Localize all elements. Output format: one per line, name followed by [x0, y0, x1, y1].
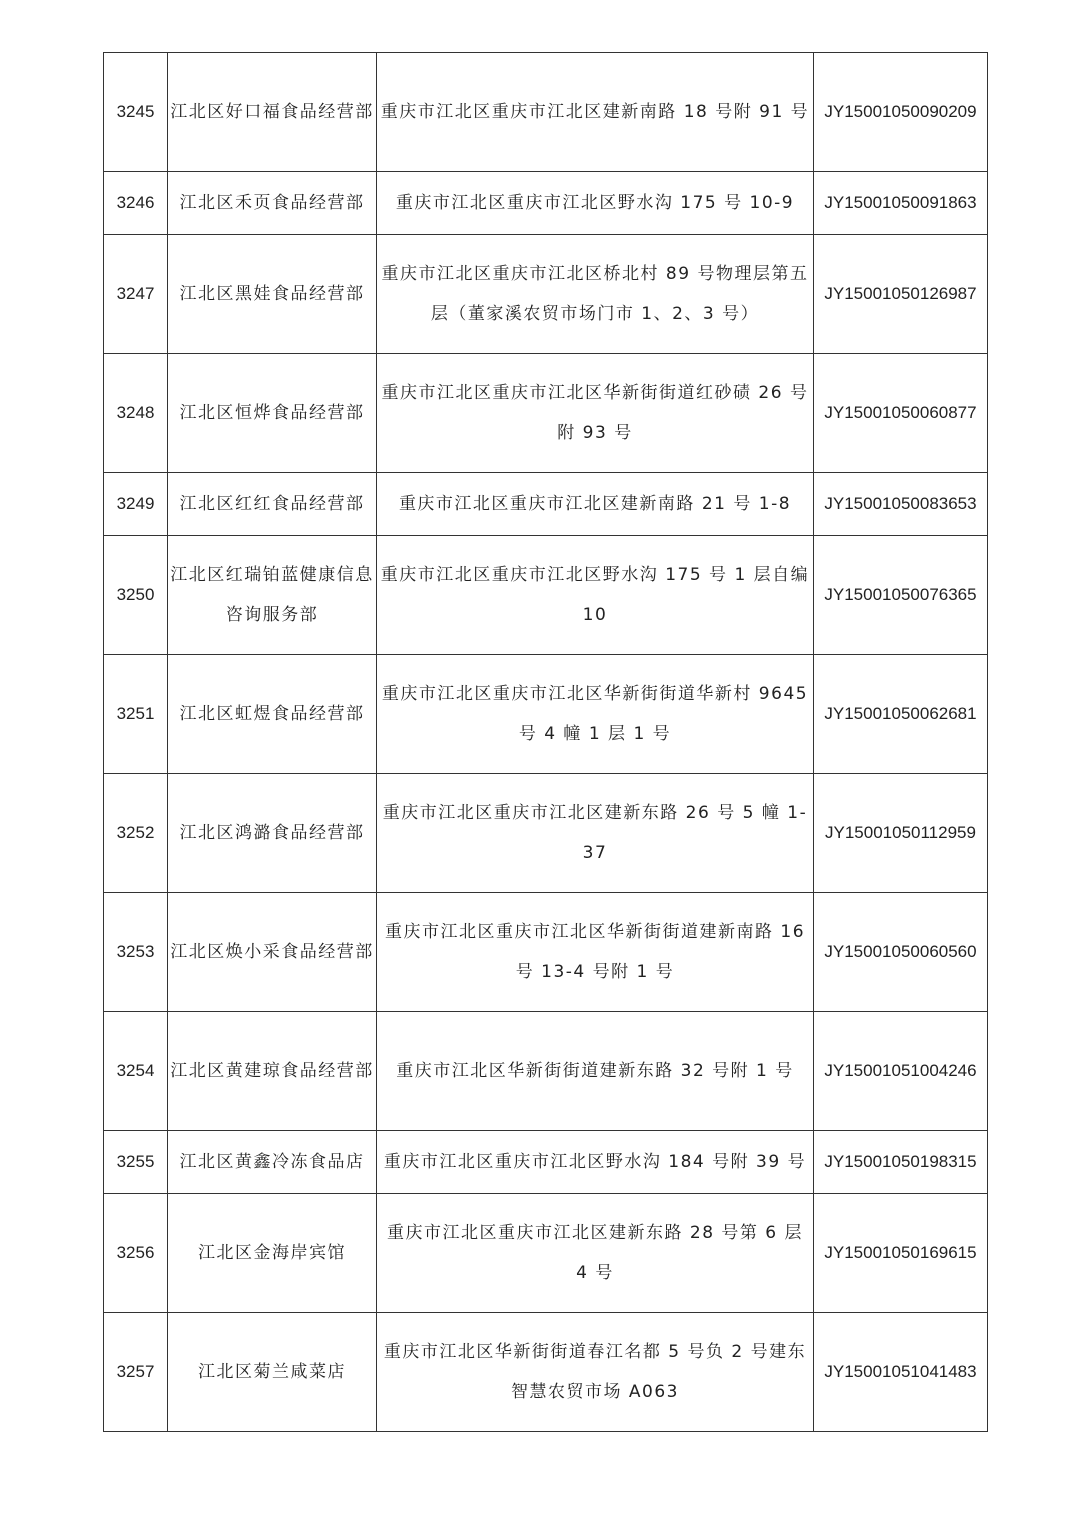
business-address: 重庆市江北区重庆市江北区野水沟 175 号 1 层自编 10 — [377, 536, 814, 655]
business-name: 江北区金海岸宾馆 — [168, 1194, 377, 1313]
table-row — [104, 655, 988, 774]
license-number: JY15001050060560 — [814, 893, 988, 1012]
row-number: 3257 — [104, 1313, 168, 1432]
business-name: 江北区禾页食品经营部 — [168, 172, 377, 235]
table-row — [104, 172, 988, 235]
license-number: JY15001050076365 — [814, 536, 988, 655]
table-row — [104, 354, 988, 473]
business-address: 重庆市江北区华新街街道建新东路 32 号附 1 号 — [377, 1012, 814, 1131]
row-number: 3254 — [104, 1012, 168, 1131]
business-address: 重庆市江北区重庆市江北区建新东路 26 号 5 幢 1-37 — [377, 774, 814, 893]
business-address: 重庆市江北区重庆市江北区桥北村 89 号物理层第五层（董家溪农贸市场门市 1、2、3 号） — [377, 235, 814, 354]
row-number: 3250 — [104, 536, 168, 655]
business-address: 重庆市江北区重庆市江北区华新街街道华新村 9645 号 4 幢 1 层 1 号 — [377, 655, 814, 774]
business-address: 重庆市江北区重庆市江北区华新街街道红砂碛 26 号附 93 号 — [377, 354, 814, 473]
license-number: JY15001051004246 — [814, 1012, 988, 1131]
table-row — [104, 1313, 988, 1432]
license-table — [103, 52, 988, 1432]
business-address: 重庆市江北区重庆市江北区建新南路 21 号 1-8 — [377, 473, 814, 536]
row-number: 3245 — [104, 53, 168, 172]
business-address: 重庆市江北区重庆市江北区野水沟 175 号 10-9 — [377, 172, 814, 235]
document-page — [103, 52, 987, 1432]
row-number: 3247 — [104, 235, 168, 354]
table-row — [104, 53, 988, 172]
business-name: 江北区虹煜食品经营部 — [168, 655, 377, 774]
row-number: 3252 — [104, 774, 168, 893]
license-number: JY15001050060877 — [814, 354, 988, 473]
table-row — [104, 1012, 988, 1131]
row-number: 3251 — [104, 655, 168, 774]
table-row — [104, 473, 988, 536]
business-name: 江北区黄鑫冷冻食品店 — [168, 1131, 377, 1194]
table-row — [104, 1194, 988, 1313]
license-number: JY15001050126987 — [814, 235, 988, 354]
row-number: 3248 — [104, 354, 168, 473]
license-number: JY15001050112959 — [814, 774, 988, 893]
business-address: 重庆市江北区重庆市江北区建新南路 18 号附 91 号 — [377, 53, 814, 172]
row-number: 3256 — [104, 1194, 168, 1313]
business-name: 江北区红瑞铂蓝健康信息咨询服务部 — [168, 536, 377, 655]
business-address: 重庆市江北区重庆市江北区野水沟 184 号附 39 号 — [377, 1131, 814, 1194]
business-name: 江北区黑娃食品经营部 — [168, 235, 377, 354]
row-number: 3246 — [104, 172, 168, 235]
business-address: 重庆市江北区重庆市江北区华新街街道建新南路 16 号 13-4 号附 1 号 — [377, 893, 814, 1012]
table-row — [104, 893, 988, 1012]
license-number: JY15001050083653 — [814, 473, 988, 536]
table-row — [104, 1131, 988, 1194]
row-number: 3249 — [104, 473, 168, 536]
table-row — [104, 536, 988, 655]
license-number: JY15001050090209 — [814, 53, 988, 172]
business-name: 江北区鸿潞食品经营部 — [168, 774, 377, 893]
business-name: 江北区好口福食品经营部 — [168, 53, 377, 172]
business-address: 重庆市江北区重庆市江北区建新东路 28 号第 6 层 4 号 — [377, 1194, 814, 1313]
table-row — [104, 235, 988, 354]
business-address: 重庆市江北区华新街街道春江名都 5 号负 2 号建东智慧农贸市场 A063 — [377, 1313, 814, 1432]
license-number: JY15001051041483 — [814, 1313, 988, 1432]
business-name: 江北区焕小采食品经营部 — [168, 893, 377, 1012]
license-number: JY15001050169615 — [814, 1194, 988, 1313]
business-name: 江北区红红食品经营部 — [168, 473, 377, 536]
license-number: JY15001050091863 — [814, 172, 988, 235]
table-row — [104, 774, 988, 893]
business-name: 江北区黄建琼食品经营部 — [168, 1012, 377, 1131]
license-number: JY15001050198315 — [814, 1131, 988, 1194]
business-name: 江北区菊兰咸菜店 — [168, 1313, 377, 1432]
business-name: 江北区恒烨食品经营部 — [168, 354, 377, 473]
row-number: 3255 — [104, 1131, 168, 1194]
row-number: 3253 — [104, 893, 168, 1012]
license-number: JY15001050062681 — [814, 655, 988, 774]
